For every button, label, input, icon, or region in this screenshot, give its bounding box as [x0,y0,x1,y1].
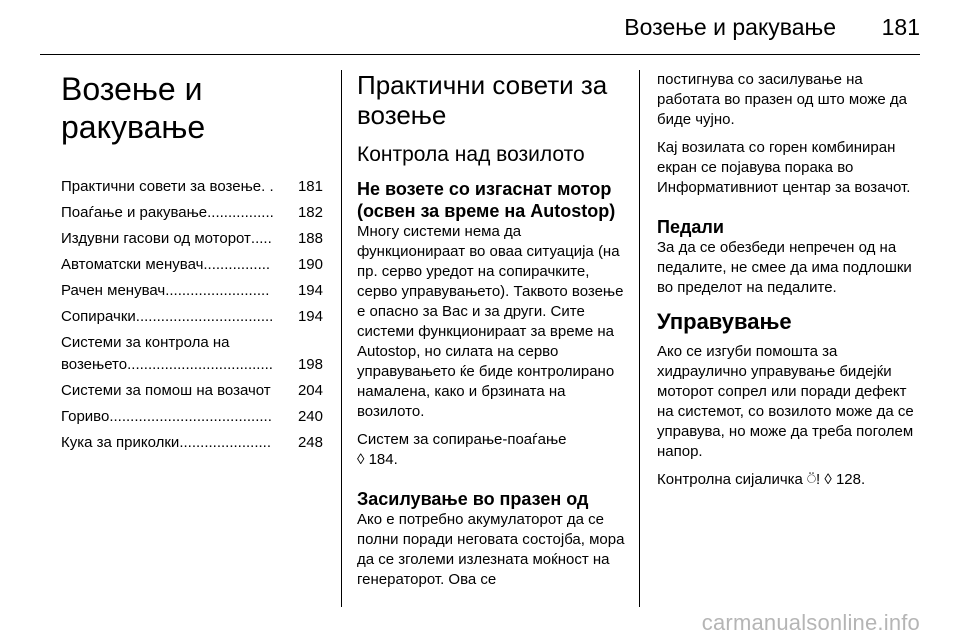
paragraph-engine-off: Многу системи нема да функционираат во оваа ситуација (на пр. серво уредот на сопирачките, серво управувањето). Таквото возење е опасно за Вас и за други. Сите системи функционираат за време на Autostop, но силата на серво управувањето ќе биде контролирано намалена, како и брзината на возилото. [357,223,624,420]
toc-entry[interactable]: Сопирачки ................................. 194 [61,306,323,328]
toc-page: 194 [297,282,323,299]
table-of-contents [61,176,323,454]
toc-page: 248 [297,434,323,451]
toc-page: 240 [297,408,323,425]
paragraph-stop-start: Систем за сопирање-поаѓање [357,431,567,448]
toc-page: 182 [297,204,323,221]
heading-engine-off: Не возете со изгаснат мотор (освен за време на Autostop) [357,179,616,221]
paragraph-idle-boost: Ако е потребно акумулаторот да се полни поради неговата состојба, мора да се зголеми излезната моќност на генераторот. Ова се [357,511,625,588]
continuation-column [657,70,927,498]
paragraph-idle-boost-cont: постигнува со засилување на работата во празен од што може да биде чујно. [657,71,907,128]
chapter-title: Возење и ракување [61,71,206,145]
toc-page: 198 [297,356,323,373]
paragraph-steering: Ако се изгуби помошта за хидраулично управување бидејќи моторот сопрел или поради дефект на системот, со возилото може да се управува, но може да треба поголем напор. [657,343,914,460]
toc-entry[interactable]: Автоматски менувач ................ 190 [61,254,323,276]
toc-entry[interactable]: Системи за контрола на возењето ................................... 198 [61,332,323,376]
toc-entry[interactable]: Издувни гасови од моторот ..... 188 [61,228,323,250]
toc-entry[interactable]: Системи за помош на возачот 204 [61,380,323,402]
paragraph-display-message: Кај возилата со горен комбиниран екран се појавува порака во Информативниот центар за возачот. [657,139,911,196]
toc-entry[interactable]: Поаѓање и ракување ................ 182 [61,202,323,224]
header-divider [40,54,920,55]
heading-idle-boost: Засилување во празен од [357,489,589,509]
heading-pedals: Педали [657,217,724,237]
toc-page: 204 [297,382,323,399]
paragraph-warning-light: Контролна сијаличка ⍥! ◊ 128. [657,471,866,488]
toc-page: 190 [297,256,323,273]
subsection-title: Контрола над возилото [357,143,585,166]
toc-page: 181 [297,178,323,195]
page-number: 181 [881,14,920,40]
toc-page: 188 [297,230,323,247]
reference-link[interactable]: ◊ 184. [357,451,398,468]
header-title: Возење и ракување [624,14,836,40]
section-column [357,70,627,598]
heading-steering: Управување [657,309,792,334]
toc-page: 194 [297,308,323,325]
column-divider-1 [341,70,342,607]
page-header [0,0,960,62]
toc-entry[interactable]: Гориво ....................................... 240 [61,406,323,428]
toc-entry[interactable]: Рачен менувач ......................... 194 [61,280,323,302]
chapter-column [61,70,323,458]
column-divider-2 [639,70,640,607]
toc-entry[interactable]: Практични совети за возење . . 181 [61,176,323,198]
watermark: carmanualsonline.info [701,610,920,635]
paragraph-pedals: За да се обезбеди непречен од на педалите, не смее да има подлошки во пределот на педалите. [657,239,912,296]
section-title: Практични совети за возење [357,70,608,130]
toc-entry[interactable]: Кука за приколки ...................... 248 [61,432,323,454]
